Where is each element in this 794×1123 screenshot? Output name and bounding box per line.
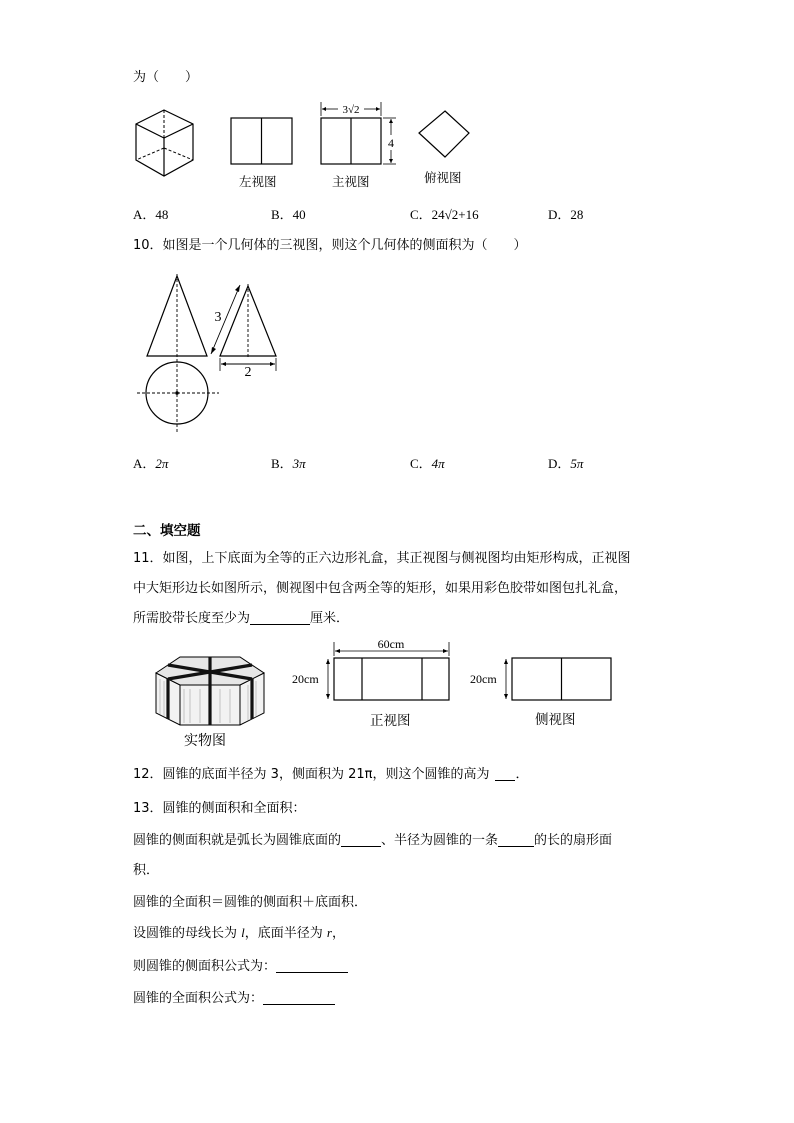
q10-option-c: C．4π bbox=[410, 456, 445, 471]
q11-line2: 中大矩形边长如图所示，侧视图中包含两全等的矩形，如果用彩色胶带如图包扎礼盒， bbox=[133, 581, 628, 596]
q9-option-c: C．24√2+16 bbox=[410, 207, 479, 222]
q9-front-height-label: 4 bbox=[388, 136, 394, 150]
q11-side-view-label: 侧视图 bbox=[535, 712, 576, 728]
q11-front-width-label: 60cm bbox=[377, 638, 405, 651]
q13-line1: 圆锥的侧面积就是弧长为圆锥底面的 、半径为圆锥的一条 的长的扇形面 bbox=[133, 833, 613, 848]
q10-slant-label: 3 bbox=[214, 310, 222, 325]
q11-front-view-label: 正视图 bbox=[370, 713, 411, 729]
q13-line6: 圆锥的全面积公式为： bbox=[133, 987, 335, 1006]
q9-option-b: B．40 bbox=[271, 207, 306, 222]
q11-line1: 11．如图，上下底面为全等的正六边形礼盒，其正视图与侧视图均由矩形构成，正视图 bbox=[133, 551, 631, 566]
q12-answer-blank[interactable] bbox=[495, 767, 515, 781]
q11-line3: 所需胶带长度至少为 厘米． bbox=[133, 611, 350, 626]
q9-top-view-label: 俯视图 bbox=[424, 170, 462, 185]
q13-blank-arc[interactable] bbox=[341, 833, 381, 847]
q9-cube-figure bbox=[132, 107, 198, 179]
q11-front-height-label: 20cm bbox=[292, 672, 319, 686]
q10-option-d: D．5π bbox=[548, 456, 584, 471]
q9-option-a: A．48 bbox=[133, 207, 169, 222]
q10-option-a: A．2π bbox=[133, 456, 169, 471]
q9-front-view-label: 主视图 bbox=[332, 174, 370, 189]
q13-line5: 则圆锥的侧面积公式为： bbox=[133, 955, 348, 974]
q13-line2: 积． bbox=[133, 863, 160, 878]
q9-front-view bbox=[316, 98, 406, 170]
q13-title: 13．圆锥的侧面积和全面积： bbox=[133, 801, 306, 816]
q9-option-d: D．28 bbox=[548, 207, 584, 222]
q13-blank-lateral-formula[interactable] bbox=[276, 959, 348, 973]
q13-blank-total-formula[interactable] bbox=[263, 991, 335, 1005]
q10-three-view-figure bbox=[134, 272, 294, 436]
q13-line4: 设圆锥的母线长为 l，底面半径为 r， bbox=[133, 925, 345, 941]
q11-front-view bbox=[290, 638, 455, 706]
q11-side-view bbox=[468, 650, 616, 706]
q13-blank-generatrix[interactable] bbox=[498, 833, 534, 847]
q9-stem-tail: 为（ ） bbox=[133, 70, 199, 85]
q10-option-b: B．3π bbox=[271, 456, 306, 471]
q9-top-view bbox=[414, 108, 474, 164]
q13-line3: 圆锥的全面积＝圆锥的侧面积＋底面积． bbox=[133, 895, 368, 910]
q11-answer-blank[interactable] bbox=[250, 611, 310, 625]
q9-front-width-label: 3√2 bbox=[342, 104, 360, 116]
q9-left-view bbox=[229, 116, 295, 168]
q11-side-height-label: 20cm bbox=[470, 672, 497, 686]
q11-object-label: 实物图 bbox=[184, 733, 226, 749]
q10-base-label: 2 bbox=[244, 365, 252, 380]
q11-object-figure bbox=[150, 645, 270, 727]
q12-text: 12．圆锥的底面半径为 3，侧面积为 21π，则这个圆锥的高为 ． bbox=[133, 767, 529, 782]
q9-left-view-label: 左视图 bbox=[239, 174, 277, 189]
q10-stem: 10．如图是一个几何体的三视图，则这个几何体的侧面积为（ ） bbox=[133, 238, 527, 253]
section-title-fill-in: 二、填空题 bbox=[133, 523, 201, 539]
